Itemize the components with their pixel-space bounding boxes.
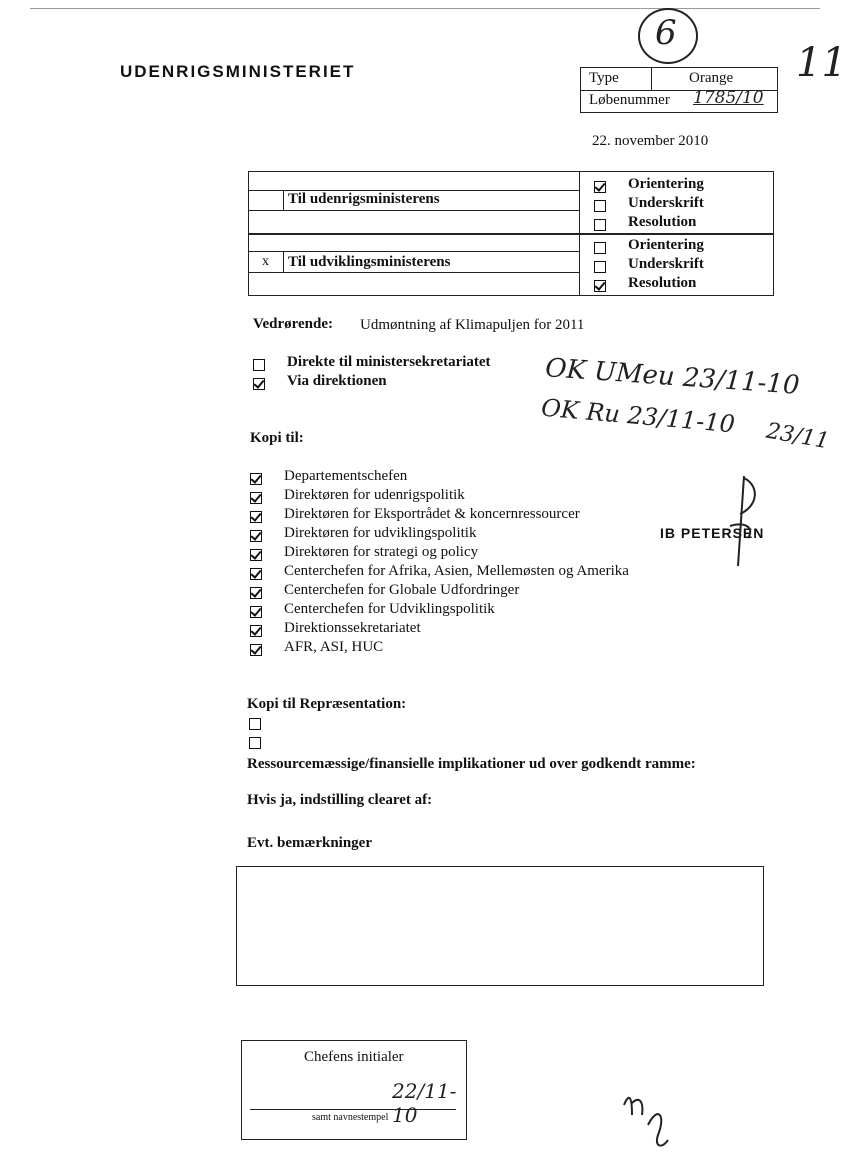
table-divider	[283, 190, 284, 210]
type-divider	[651, 68, 652, 90]
option-row	[594, 214, 697, 233]
subject-label: Vedrørende:	[253, 316, 333, 332]
representation-box	[249, 715, 261, 733]
chef-title: Chefens initialer	[304, 1049, 404, 1065]
representation-heading: Kopi til Repræsentation:	[247, 696, 407, 712]
kopi-label: Direktøren for udenrigspolitik	[284, 487, 465, 503]
minister-2-label: Til udviklingsministerens	[288, 254, 451, 270]
kopi-item	[250, 506, 580, 525]
table-divider	[283, 251, 284, 272]
option-row	[594, 256, 704, 275]
checkbox-empty-icon[interactable]	[594, 200, 606, 212]
checkbox-empty-icon[interactable]	[253, 359, 265, 371]
table-rule	[249, 251, 579, 252]
clearance-heading: Hvis ja, indstilling clearet af:	[247, 792, 433, 808]
table-rule	[249, 210, 579, 211]
routing-label: Direkte til ministersekretariatet	[287, 354, 491, 370]
option-label: Resolution	[628, 275, 697, 291]
table-rule	[249, 272, 579, 273]
checkbox-checked-icon[interactable]	[250, 625, 262, 637]
type-value: Orange	[689, 70, 734, 86]
type-box	[580, 67, 778, 113]
option-label: Orientering	[628, 237, 704, 253]
page-number-handwritten: 6	[655, 13, 677, 53]
checkbox-empty-icon[interactable]	[594, 261, 606, 273]
table-rule	[249, 233, 773, 235]
chef-initials-box	[241, 1040, 467, 1140]
name-stamp: IB PETERSEN	[660, 525, 765, 541]
kopi-item	[250, 620, 421, 639]
checkbox-checked-icon[interactable]	[250, 606, 262, 618]
kopi-label: Centerchefen for Afrika, Asien, Mellemøsten og Amerika	[284, 563, 629, 579]
handwritten-note: OK Ru 23/11-10	[540, 393, 737, 439]
top-rule	[30, 8, 820, 9]
checkbox-checked-icon[interactable]	[594, 181, 606, 193]
option-label: Resolution	[628, 214, 697, 230]
option-row	[594, 237, 704, 256]
checkbox-empty-icon[interactable]	[594, 242, 606, 254]
routing-row	[253, 354, 491, 373]
checkbox-checked-icon[interactable]	[250, 473, 262, 485]
minister-2-mark: x	[262, 254, 269, 269]
kopi-item	[250, 468, 408, 487]
routing-row	[253, 373, 387, 392]
kopi-item	[250, 582, 520, 601]
checkbox-empty-icon[interactable]	[594, 219, 606, 231]
document-date: 22. november 2010	[592, 133, 709, 149]
checkbox-checked-icon[interactable]	[250, 644, 262, 656]
kopi-item	[250, 563, 629, 582]
lobenummer-row	[581, 90, 777, 112]
lobenummer-label: Løbenummer	[589, 92, 670, 108]
option-row	[594, 275, 697, 294]
checkbox-checked-icon[interactable]	[594, 280, 606, 292]
kopi-label: Centerchefen for Udviklingspolitik	[284, 601, 495, 617]
kopi-item	[250, 525, 477, 544]
remarks-heading: Evt. bemærkninger	[247, 835, 372, 851]
checkbox-checked-icon[interactable]	[250, 511, 262, 523]
representation-box	[249, 734, 261, 752]
kopi-item	[250, 601, 495, 620]
chef-handwritten-initials: 22/11-10	[392, 1079, 457, 1127]
routing-label: Via direktionen	[287, 373, 387, 389]
final-initials-mark	[618, 1085, 698, 1155]
chef-signature-line	[250, 1109, 456, 1110]
kopi-label: Departementschefen	[284, 468, 408, 484]
checkbox-checked-icon[interactable]	[250, 587, 262, 599]
kopi-heading: Kopi til:	[250, 430, 304, 446]
type-label: Type	[589, 70, 619, 86]
option-label: Underskrift	[628, 256, 704, 272]
checkbox-checked-icon[interactable]	[253, 378, 265, 390]
kopi-label: Direktionssekretariatet	[284, 620, 421, 636]
option-row	[594, 176, 704, 195]
checkbox-checked-icon[interactable]	[250, 492, 262, 504]
minister-1-label: Til udenrigsministerens	[288, 191, 440, 207]
option-row	[594, 195, 704, 214]
checkbox-empty-icon[interactable]	[249, 737, 261, 749]
kopi-label: Direktøren for udviklingspolitik	[284, 525, 477, 541]
kopi-label: Direktøren for Eksportrådet & koncernressourcer	[284, 506, 580, 522]
ministry-name: UDENRIGSMINISTERIET	[120, 62, 356, 81]
kopi-item	[250, 639, 384, 658]
kopi-item	[250, 487, 465, 506]
signature-mark	[700, 466, 780, 576]
checkbox-checked-icon[interactable]	[250, 530, 262, 542]
checkbox-empty-icon[interactable]	[249, 718, 261, 730]
subject-value: Udmøntning af Klimapuljen for 2011	[360, 317, 585, 333]
option-label: Underskrift	[628, 195, 704, 211]
kopi-label: Centerchefen for Globale Udfordringer	[284, 582, 520, 598]
option-label: Orientering	[628, 176, 704, 192]
lobenummer-value: 1785/10	[693, 88, 764, 108]
handwritten-note: OK UMeu 23/11-10	[544, 353, 801, 401]
kopi-label: AFR, ASI, HUC	[284, 639, 384, 655]
kopi-label: Direktøren for strategi og policy	[284, 544, 479, 560]
kopi-item	[250, 544, 479, 563]
checkbox-checked-icon[interactable]	[250, 549, 262, 561]
checkbox-checked-icon[interactable]	[250, 568, 262, 580]
handwritten-note: 23/11	[764, 418, 832, 455]
remarks-field[interactable]	[236, 866, 764, 986]
margin-mark-handwritten: 11	[796, 40, 847, 86]
chef-caption: samt navnestempel	[312, 1112, 389, 1123]
resources-heading: Ressourcemæssige/finansielle implikationer ud over godkendt ramme:	[247, 756, 696, 772]
